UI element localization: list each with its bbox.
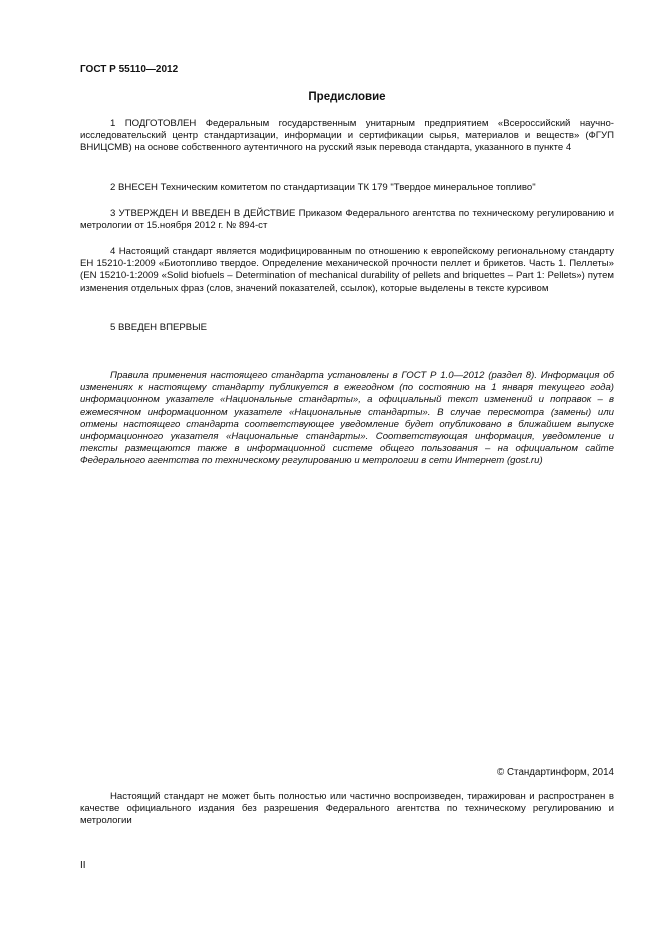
page-number: II (80, 860, 86, 871)
paragraph-2-submitted-by: 2 ВНЕСЕН Техническим комитетом по стандартизации ТК 179 "Твердое минеральное топливо" (110, 182, 536, 193)
reproduction-restriction: Настоящий стандарт не может быть полностью или частично воспроизведен, тиражирован и распространен в качестве официального издания без разрешения Федерального агентства по техническому регулированию и метрологии (80, 791, 614, 827)
paragraph-1-prepared-by: 1 ПОДГОТОВЛЕН Федеральным государственным унитарным предприятием «Всероссийский научно-исследовательский центр стандартизации, информации и сертификации сырья, материалов и веществ» (ФГУП ВНИЦСМВ) на основе собственного аутентичного на русский язык перевода стандарта, указанного в пункте 4 (80, 118, 614, 154)
paragraph-5-first-introduced: 5 ВВЕДЕН ВПЕРВЫЕ (110, 322, 208, 333)
paragraph-4-modified-standard: 4 Настоящий стандарт является модифицированным по отношению к европейскому региональному стандарту ЕН 15210-1:2009 «Биотопливо твердое. Определение механической прочности пеллет и брикетов. Часть 1. Пеллеты» (EN 15210-1:2009 «Solid biofuels – Determination of mechanical durability of pellets and briquettes – Part 1: Pellets») путем изменения отдельных фраз (слов, значений показателей, ссылок), которые выделены в тексте курсивом (80, 246, 614, 294)
document-code-header: ГОСТ Р 55110—2012 (80, 64, 179, 75)
application-rules-notice: Правила применения настоящего стандарта установлены в ГОСТ Р 1.0—2012 (раздел 8). Информация об изменениях к настоящему стандарту публикуется в ежегодном (по состоянию на 1 января текущего года) информационном указателе «Национальные стандарты», а официальный текст изменений и поправок – в ежемесячном информационном указателе «Национальные стандарты». В случае пересмотра (замены) или отмены настоящего стандарта соответствующее уведомление будет опубликовано в ближайшем выпуске информационного указателя «Национальные стандарты». Соответствующая информация, уведомление и тексты размещаются также в информационной системе общего пользования – на официальном сайте Федерального агентства по техническому регулированию и метрологии в сети Интернет (gost.ru) (80, 370, 614, 467)
section-title: Предисловие (308, 91, 386, 103)
copyright-line: © Стандартинформ, 2014 (497, 767, 614, 778)
paragraph-3-approved: 3 УТВЕРЖДЕН И ВВЕДЕН В ДЕЙСТВИЕ Приказом Федерального агентства по техническому регулированию и метрологии от 15.ноября 2012 г. № 894-ст (80, 208, 614, 232)
